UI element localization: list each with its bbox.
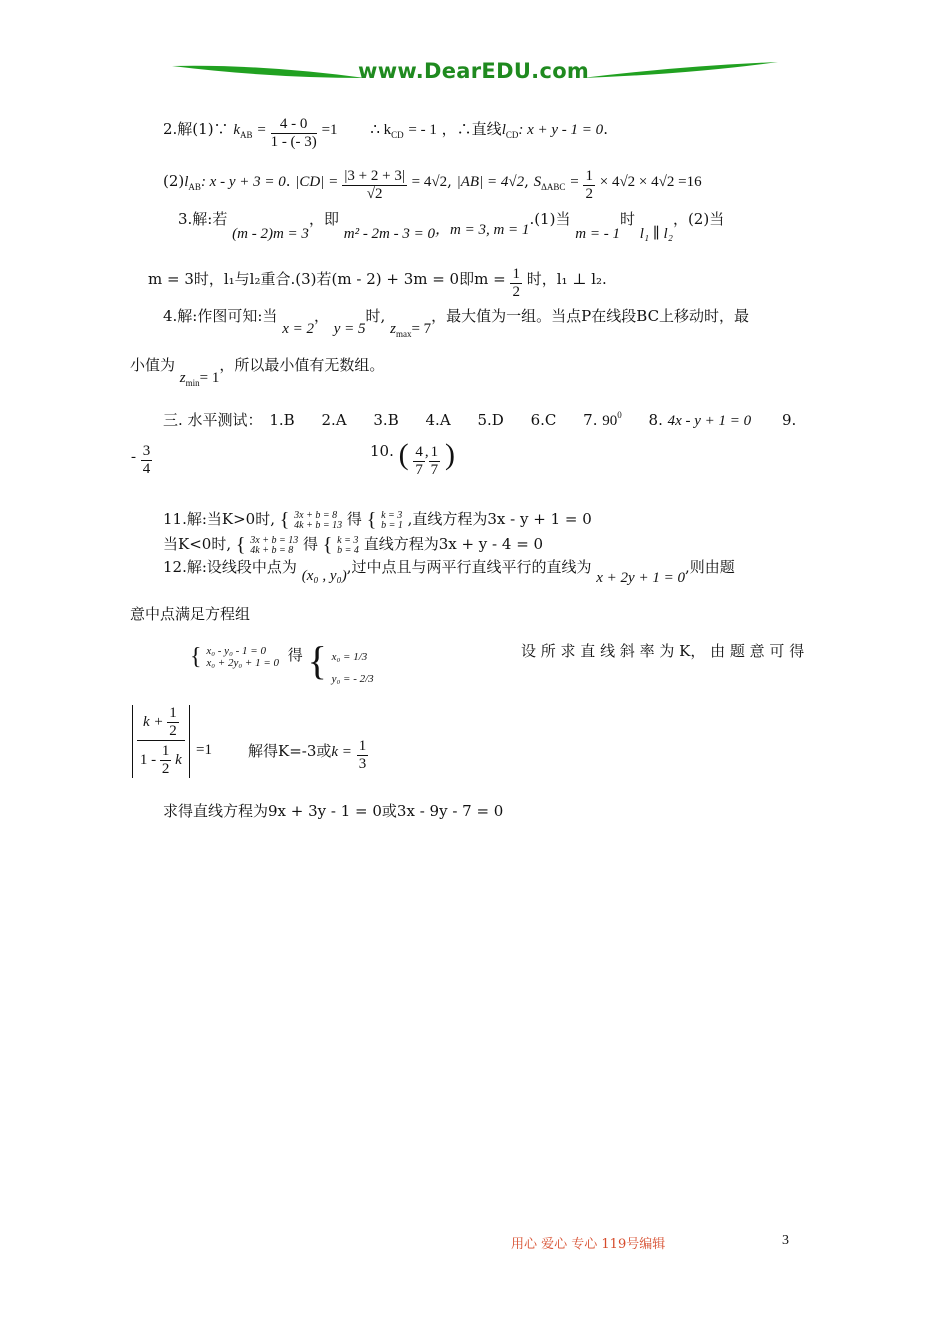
- q3-line2: m = 3时，l₁与l₂重合.(3)若(m - 2) + 3m = 0即m = $\frac{1}{2}$ 时，l₁ ⊥ l₂.: [148, 266, 607, 300]
- q12-line1: 12.解:设线段中点为 (x₀ , y₀),过中点且与两平行直线平行的直线为 x + 2y + 1 = 0,则由题: [163, 558, 735, 586]
- q11-line1: 11.解:当K>0时, { 3x + b = 8 4k + b = 13 得 { k = 3 b = 1 ,直线方程为3x - y + 1 = 0: [163, 509, 592, 531]
- test-answers: 三. 水平测试： 1.B 2.A 3.B 4.A 5.D 6.C 7. $90^0$ 8. 4x - y + 1 = 0 9.: [163, 410, 797, 429]
- q3-line1: 3.解:若 (m - 2)m = 3，即 m² - 2m - 3 = 0，m = 3, m = 1.(1)当 m = - 1时 l₁ ∥ l₂，(2)当: [178, 210, 725, 242]
- q12-system: { x₀ - y₀ - 1 = 0 x₀ + 2y₀ + 1 = 0 得 { x₀ = 1/3 y₀ = - 2/3: [190, 638, 374, 685]
- site-name[interactable]: www.DearEDU.com: [358, 59, 590, 83]
- q11-line2: 当K<0时, { 3x + b = 13 4k + b = 8 得 { k = 3 b = 4 直线方程为3x + y - 4 = 0: [163, 534, 544, 556]
- q4-line2: 小值为 $z_{min}= 1$，所以最小值有无数组。: [130, 356, 385, 388]
- q12-abs-fraction: k + $\frac{1}{2}$ 1 - $\frac{1}{2}$ k: [132, 705, 190, 778]
- half-fraction: $\frac{1}{2}$: [585, 168, 593, 202]
- green-swoosh-left-icon: [170, 56, 370, 92]
- answer-10: 10. ( $\frac{4}{7}$ , $\frac{1}{7}$ ): [370, 438, 455, 478]
- answer-9: - $\frac{3}{4}$: [131, 443, 151, 477]
- q12-abs-eq: =1: [196, 742, 212, 758]
- half-fraction-2: $\frac{1}{2}$: [512, 266, 520, 300]
- header-banner: [170, 56, 780, 92]
- slope-fraction: $\frac{4 - 0}{1 - (- 3)}$: [270, 116, 317, 150]
- cd-fraction: $\frac{|3 + 2 + 3|}{√2}$: [344, 168, 405, 202]
- q4-line1: 4.解:作图可知:当 x = 2， y = 5时, $z_{max}= 7$，最大值为一组。当点P在线段BC上移动时，最: [163, 307, 750, 339]
- q12-line2: 意中点满足方程组: [130, 605, 251, 623]
- footer-text: 用心 爱心 专心 119号编辑: [511, 1237, 666, 1252]
- q12-final: 求得直线方程为9x + 3y - 1 = 0或3x - 9y - 7 = 0: [163, 802, 504, 820]
- q2-line2: $(2)l_{AB}$: x - y + 3 = 0. |CD| = $\frac{|3 + 2 + 3|}{√2}$ = 4√2, |AB| = 4√2, $S_{\Delta ABC}$ = $\frac{1}{2}$ × 4√2 × 4√2 =16: [163, 168, 702, 202]
- green-swoosh-right-icon: [580, 56, 780, 92]
- q2-line1: 2.解(1)∵ $k_{AB}$ = $\frac{4 - 0}{1 - (- 3)}$ =1 ∴ $k_{CD}$ = - 1 ，∴直线$l_{CD}$: x + y - 1 = 0.: [163, 116, 608, 150]
- page-number: 3: [782, 1233, 789, 1248]
- q12-set-k: 设 所 求 直 线 斜 率 为 K， 由 题 意 可 得: [521, 642, 805, 660]
- q12-solve: 解得K=-3或k = $\frac{1}{3}$: [248, 738, 367, 772]
